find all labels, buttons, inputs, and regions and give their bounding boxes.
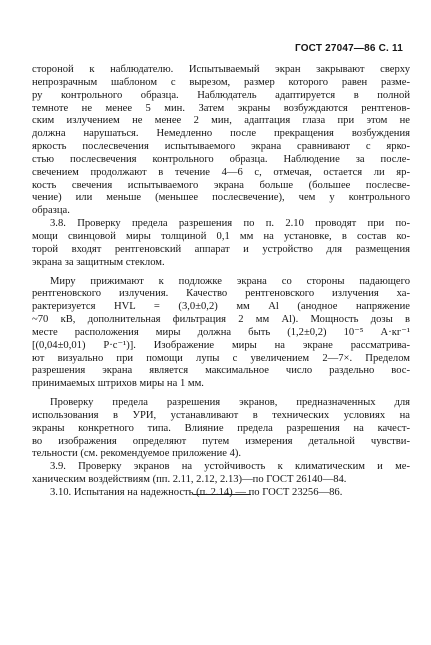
text-line: экраны конкретного типа. Влияние предела разрешения на качест- — [32, 422, 410, 434]
text-line: ~70 кВ, дополнительная фильтрация 2 мм Al). Мощность дозы в — [32, 314, 410, 326]
text-line: стью послесвечения контрольного образца. Наблюдение за после- — [32, 153, 410, 165]
text-line: ру контрольного образца. Наблюдатель адаптируется в полной — [32, 89, 410, 101]
text-line: яркость послесвечения испытываемого экрана сравнивают с ярко- — [32, 141, 410, 153]
paragraph-3-9 — [32, 461, 410, 487]
text-line: ханическим воздействиям (пп. 2.11, 2.12, 2.13)—по ГОСТ 26140—84. — [32, 474, 347, 486]
paragraph-resolution-check — [32, 397, 410, 461]
text-line: образца. — [32, 205, 70, 217]
paragraph-continued — [32, 64, 410, 218]
running-header: ГОСТ 27047—86 С. 11 — [294, 43, 403, 54]
text-line: ют визуально при помощи лупы с увеличением 2—7×. Пределом — [32, 352, 410, 364]
text-line: принимаемых штрихов миры на 1 мм. — [32, 378, 204, 390]
text-line: [(0,04±0,01) Р·с⁻¹)]. Изображение миры на экране рассматрива- — [32, 339, 410, 351]
text-line: тельности (см. рекомендуемое приложение 4). — [32, 448, 242, 460]
text-line: торой входят рентгеновский аппарат и устройство для размещения — [32, 243, 410, 255]
body-text — [32, 64, 410, 500]
text-line: ским излучением не менее 2 мин, адаптация глаза при этом не — [32, 115, 410, 127]
text-line: экрана за защитным стеклом. — [32, 256, 165, 268]
text-line: стороной к наблюдателю. Испытываемый экран закрывают сверху — [32, 64, 410, 75]
text-line: Миру прижимают к подложке экрана со стороны падающего — [50, 275, 410, 287]
text-line: разрешения экрана является максимальное число раздельно вос- — [32, 365, 410, 377]
text-line: рентгеновского излучения. Качество рентгеновского излучения ха- — [32, 288, 410, 300]
text-line: 3.9. Проверку экранов на устойчивость к климатическим и ме- — [50, 461, 410, 473]
text-line: использования в УРИ, устанавливают в технических условиях на — [32, 409, 410, 421]
paragraph-3-8 — [32, 218, 410, 269]
text-line: Проверку предела разрешения экранов, предназначенных для — [50, 397, 410, 409]
text-line: кость свечения испытываемого экрана больше (большее послесве- — [32, 179, 410, 191]
text-line: свечением продолжают в течение 4—6 с, отмечая, остается ли яр- — [32, 166, 410, 178]
text-line: должна нарушаться. Немедленно после прекращения возбуждения — [32, 128, 410, 140]
text-line: 3.8. Проверку предела разрешения по п. 2.10 проводят при по- — [50, 218, 410, 230]
text-line: рактеризуется HVL = (3,0±0,2) мм Al (анодное напряжение — [32, 301, 410, 313]
end-separator-rule — [193, 494, 251, 495]
text-line: во изображения определяют путем измерения детальной чувстви- — [32, 435, 410, 447]
text-line: мощи свинцовой миры толщиной 0,1 мм на установке, в состав ко- — [32, 230, 410, 242]
text-line: непрозрачным шаблоном с вырезом, размер которого равен разме- — [32, 76, 410, 88]
text-line: 3.10. Испытания на надежность (п. 2.14) — по ГОСТ 23256—86. — [50, 487, 343, 498]
paragraph-mira — [32, 276, 410, 392]
text-line: чение) или меньше (меньшее послесвечение), чем у контрольного — [32, 192, 410, 204]
text-line: месте расположения миры должна быть (1,2±0,2) 10⁻⁵ А·кг⁻¹ — [32, 326, 410, 338]
text-line: темноте не менее 5 мин. Затем экраны возбуждаются рентгенов- — [32, 102, 410, 114]
